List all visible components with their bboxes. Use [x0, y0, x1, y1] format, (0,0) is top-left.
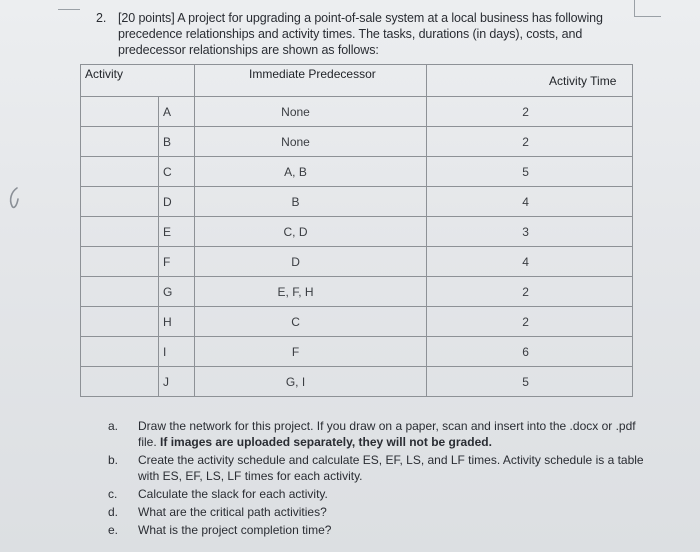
predecessor-cell: A, B: [195, 157, 427, 187]
predecessor-cell: None: [195, 97, 427, 127]
subquestion-label: a.: [108, 419, 119, 433]
activity-time-cell: 5: [427, 367, 633, 397]
subquestion-label: e.: [108, 523, 119, 537]
row-blank-cell: [81, 277, 159, 307]
table-row: [81, 217, 633, 247]
subquestion-label: c.: [108, 487, 118, 501]
activity-time-cell: 2: [427, 307, 633, 337]
table-row: [81, 277, 633, 307]
predecessor-cell: C: [195, 307, 427, 337]
predecessor-cell: G, I: [195, 367, 427, 397]
activity-table-container: [80, 64, 632, 397]
subquestion-item: [108, 522, 648, 538]
subquestion-label: d.: [108, 505, 119, 519]
table-row: [81, 187, 633, 217]
subquestion-text: What is the project completion time?: [138, 523, 332, 537]
header-predecessor: Immediate Predecessor: [195, 65, 427, 97]
row-blank-cell: [81, 127, 159, 157]
activity-time-cell: 4: [427, 187, 633, 217]
page-corner-mark-left: [58, 0, 80, 10]
row-blank-cell: [81, 367, 159, 397]
table-row: [81, 247, 633, 277]
predecessor-cell: D: [195, 247, 427, 277]
activity-cell: F: [159, 247, 195, 277]
predecessor-cell: E, F, H: [195, 277, 427, 307]
question-line-1: 2. [20 points] A project for upgrading a point-of-sale system at a local business has following: [96, 11, 603, 25]
table-row: [81, 367, 633, 397]
row-blank-cell: [81, 247, 159, 277]
activity-cell: D: [159, 187, 195, 217]
activity-cell: H: [159, 307, 195, 337]
activity-cell: C: [159, 157, 195, 187]
predecessor-cell: B: [195, 187, 427, 217]
question-line-3: predecessor relationships are shown as follows:: [118, 43, 379, 57]
subquestion-item: [108, 504, 648, 520]
row-blank-cell: [81, 97, 159, 127]
subquestion-text: Draw the network for this project. If you draw on a paper, scan and insert into the .docx or .pdf file. If images are uploaded separately, they will not be graded.: [138, 419, 636, 449]
subquestion-bold-note: If images are uploaded separately, they will not be graded.: [160, 435, 492, 449]
activity-time-cell: 6: [427, 337, 633, 367]
activity-cell: G: [159, 277, 195, 307]
activity-time-cell: 3: [427, 217, 633, 247]
predecessor-cell: None: [195, 127, 427, 157]
activity-time-cell: 5: [427, 157, 633, 187]
row-blank-cell: [81, 187, 159, 217]
table-row: [81, 97, 633, 127]
row-blank-cell: [81, 217, 159, 247]
row-blank-cell: [81, 157, 159, 187]
activity-time-cell: 2: [427, 97, 633, 127]
activity-time-cell: 4: [427, 247, 633, 277]
table-row: [81, 127, 633, 157]
activity-time-cell: 2: [427, 127, 633, 157]
activity-cell: A: [159, 97, 195, 127]
row-blank-cell: [81, 307, 159, 337]
subquestion-item: [108, 418, 648, 450]
table-header-row: [81, 65, 633, 97]
activity-cell: B: [159, 127, 195, 157]
pen-mark-icon: [6, 186, 26, 212]
activity-cell: J: [159, 367, 195, 397]
activity-cell: I: [159, 337, 195, 367]
subquestion-item: [108, 452, 648, 484]
question-line-2: precedence relationships and activity times. The tasks, durations (in days), costs, and: [118, 27, 583, 41]
table-row: [81, 307, 633, 337]
question-number: 2.: [96, 11, 107, 25]
table-row: [81, 157, 633, 187]
subquestions-list: [108, 418, 648, 540]
subquestion-label: b.: [108, 453, 119, 467]
subquestion-text: Create the activity schedule and calculate ES, EF, LS, and LF times. Activity schedule is a table with ES, EF, LS, LF times for each activity.: [138, 453, 644, 483]
predecessor-cell: F: [195, 337, 427, 367]
predecessor-cell: C, D: [195, 217, 427, 247]
header-activity: Activity: [81, 65, 195, 97]
activity-cell: E: [159, 217, 195, 247]
page-corner-mark-right: [634, 0, 661, 17]
subquestion-item: [108, 486, 648, 502]
header-activity-time: Activity Time: [427, 65, 633, 97]
row-blank-cell: [81, 337, 159, 367]
question-intro: [96, 10, 616, 58]
subquestion-text: Calculate the slack for each activity.: [138, 487, 328, 501]
table-row: [81, 337, 633, 367]
subquestion-text: What are the critical path activities?: [138, 505, 327, 519]
activity-table: [80, 64, 633, 397]
activity-time-cell: 2: [427, 277, 633, 307]
